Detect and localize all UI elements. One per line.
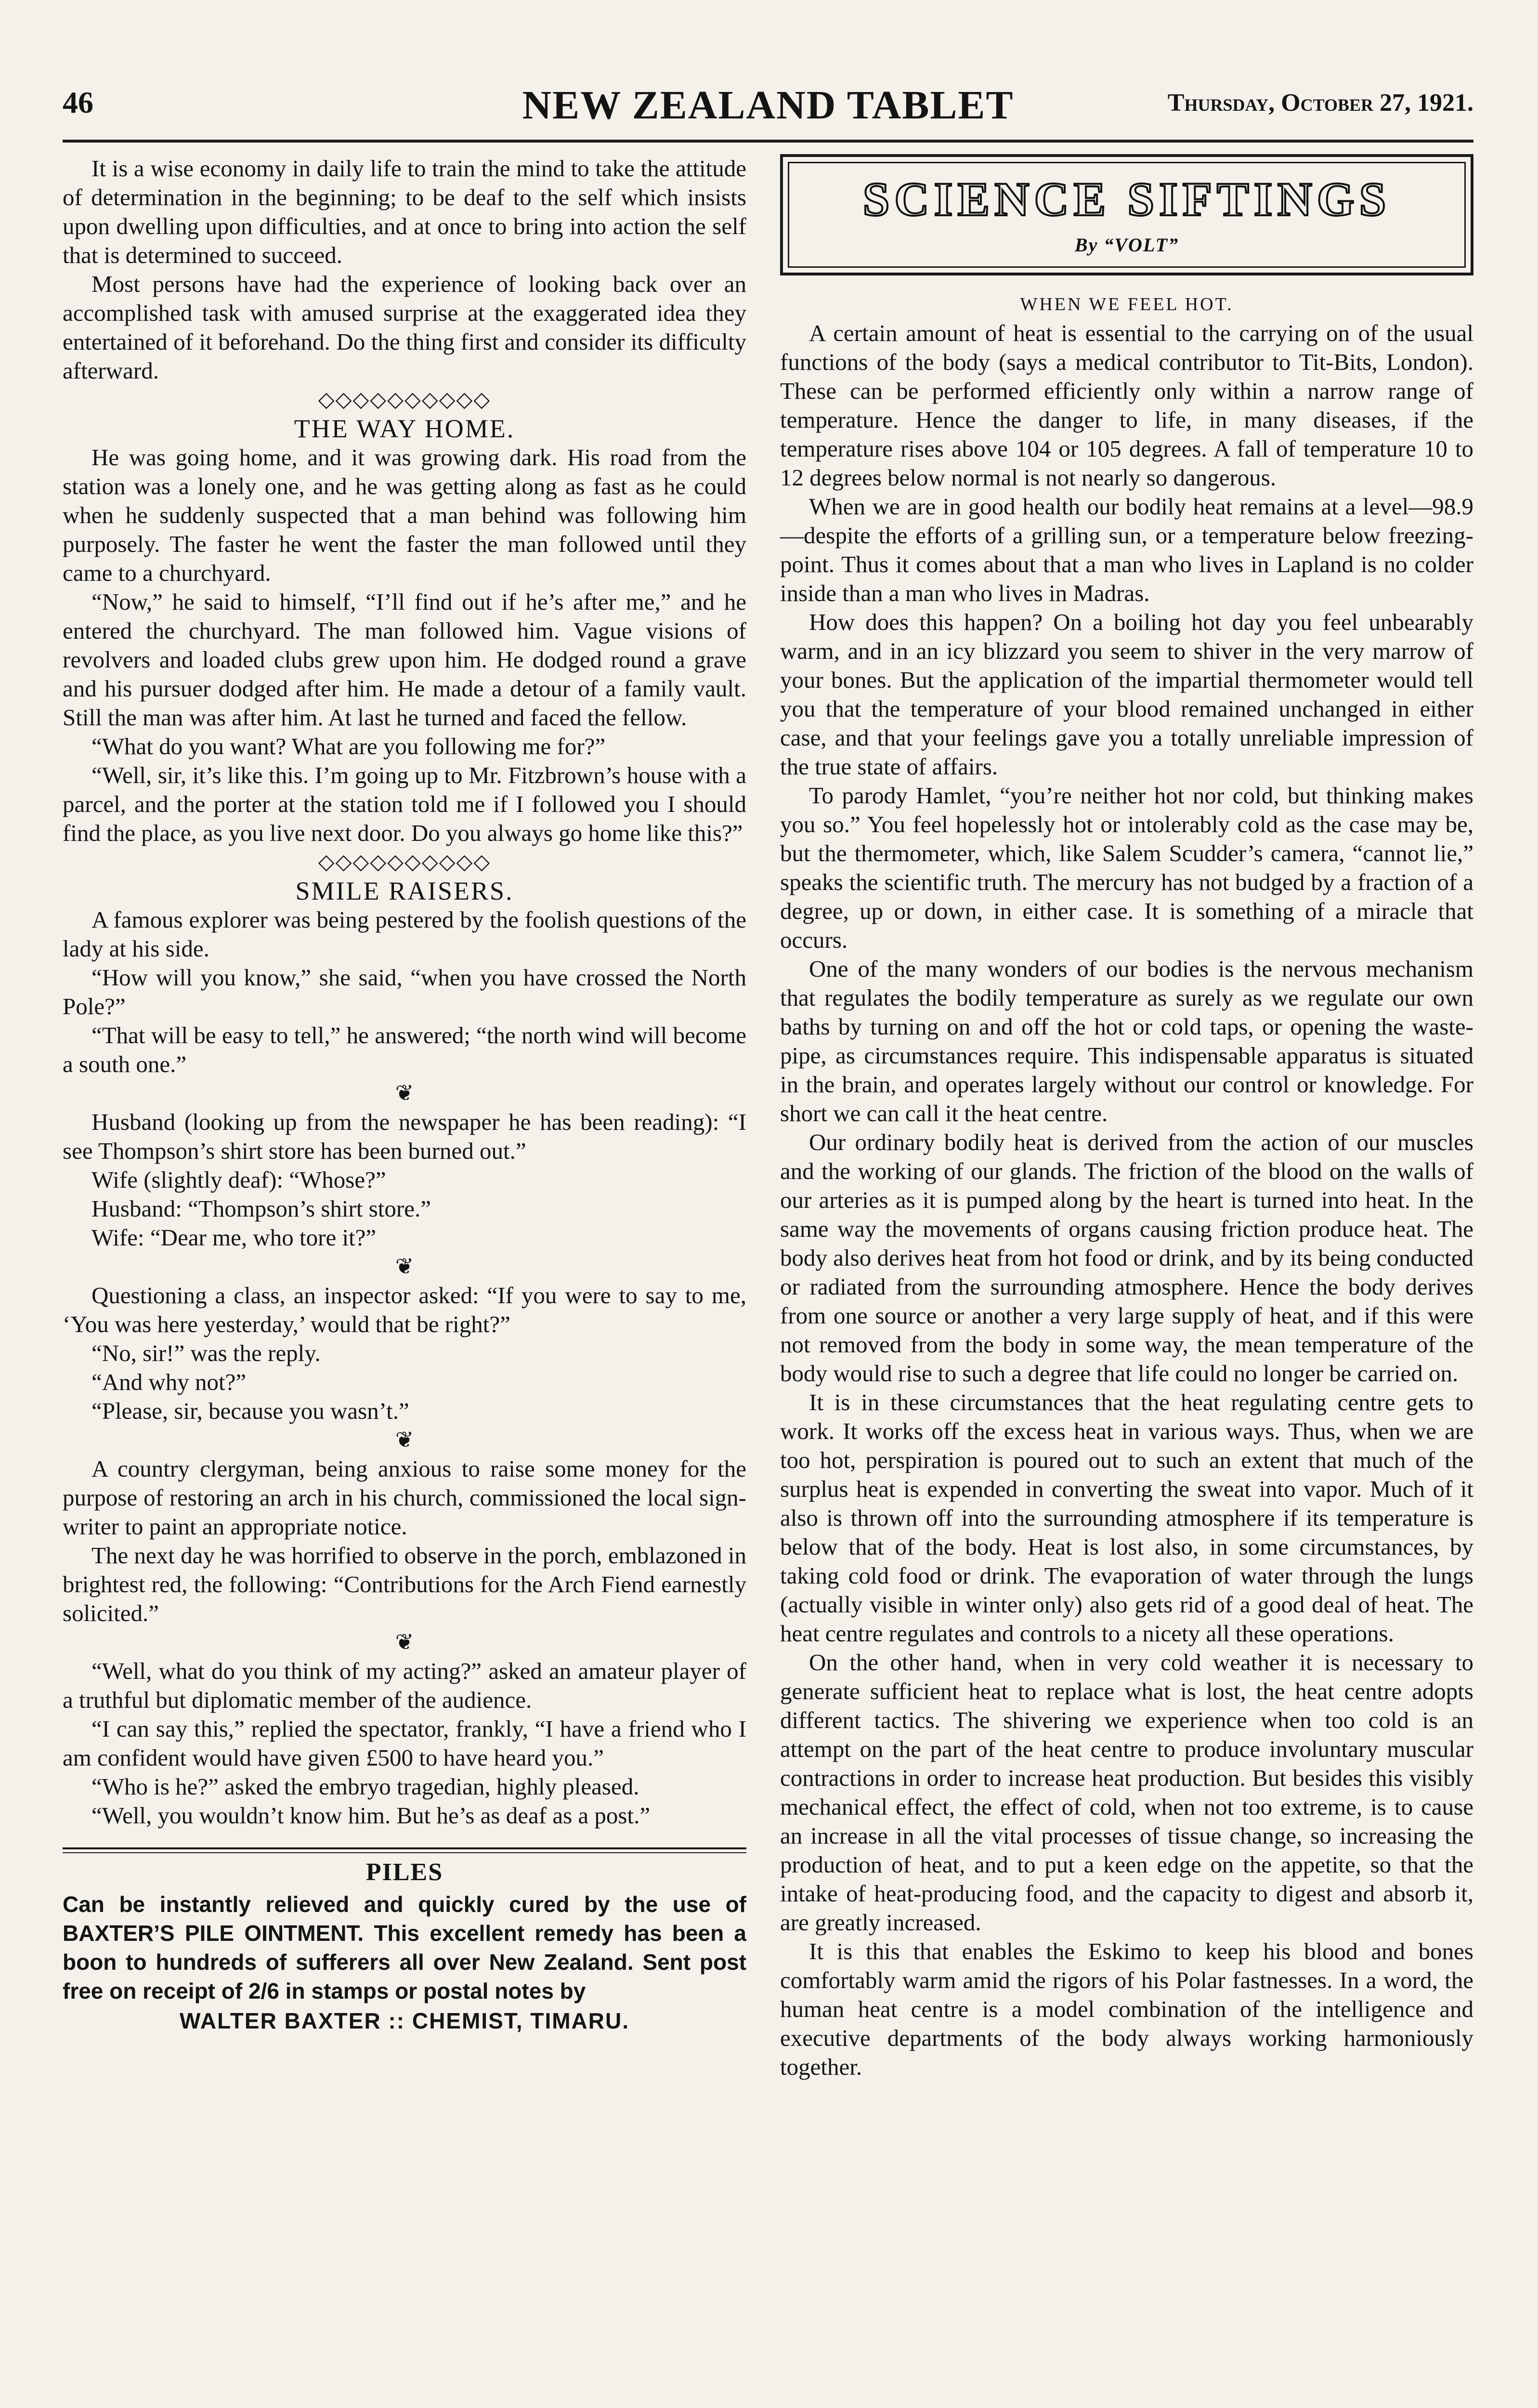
joke-line: “No, sir!” was the reply. — [91, 1340, 321, 1366]
masthead — [63, 82, 1473, 143]
joke-line: Wife (slightly deaf): “Whose?” — [91, 1166, 386, 1193]
joke-line: “Well, what do you think of my acting?” asked an amateur player of a truthful but diplomatic member of the audience. — [63, 1658, 746, 1713]
article-paragraph: It is in these circumstances that the heat regulating centre gets to work. It works off the excess heat in various ways. Thus, when we are too hot, perspiration is poured out to such an extent that much of the surplus heat is expended in converting the sweat into vapor. Much of it also is thrown off into the surrounding atmosphere if its temperature is below that of the body. Heat is lost also, in some circumstances, by taking cold food or drink. The evaporation of water through the lungs (actually visible in winter only) also gets rid of a good deal of heat. The heat centre regulates and controls to a nicety all these operations. — [780, 1389, 1473, 1647]
article-subheading: WHEN WE FEEL HOT. — [1020, 294, 1234, 314]
joke-line: “Who is he?” asked the embryo tragedian, highly pleased. — [91, 1773, 639, 1800]
left-column — [63, 154, 746, 2035]
story-paragraph: “What do you want? What are you following me for?” — [91, 733, 606, 759]
fleuron-icon: ❦ — [395, 1427, 414, 1452]
right-column — [780, 154, 1473, 2081]
joke-line: Wife: “Dear me, who tore it?” — [91, 1224, 377, 1251]
joke-line: “That will be easy to tell,” he answered; “the north wind will become a south one.” — [63, 1022, 746, 1077]
joke-line: “And why not?” — [91, 1369, 247, 1395]
joke-line: Husband (looking up from the newspaper he has been reading): “I see Thompson’s shirt store has been burned out.” — [63, 1109, 746, 1164]
piles-ad-title: PILES — [365, 1858, 443, 1886]
joke-line: A country clergyman, being anxious to raise some money for the purpose of restoring an arch in his church, commissioned the local sign-writer to paint an appropriate notice. — [63, 1455, 746, 1540]
fleuron-icon: ❦ — [395, 1081, 414, 1105]
smile-raisers-title: SMILE RAISERS. — [295, 877, 514, 905]
page-number: 46 — [63, 85, 93, 119]
byline: By “VOLT” — [1074, 234, 1179, 256]
intro-paragraph: Most persons have had the experience of looking back over an accomplished task with amused surprise at the exaggerated idea they entertained of it beforehand. Do the thing first and consider its difficulty afterward. — [63, 271, 746, 384]
banner-title: SCIENCE SIFTINGS — [862, 172, 1391, 226]
ornament-divider: ◇◇◇◇◇◇◇◇◇◇ — [318, 388, 491, 411]
joke-line: “I can say this,” replied the spectator, frankly, “I have a friend who I am confident would have given £500 to have heard you.” — [63, 1715, 746, 1771]
intro-paragraph: It is a wise economy in daily life to train the mind to take the attitude of determination in the beginning; to be deaf to the self which insists upon dwelling upon difficulties, and at once to bring into action the self that is determined to succeed. — [63, 155, 746, 268]
joke-line: A famous explorer was being pestered by the foolish questions of the lady at his side. — [63, 906, 746, 962]
science-siftings-banner — [780, 154, 1473, 275]
article-paragraph: To parody Hamlet, “you’re neither hot nor cold, but thinking makes you so.” You feel hopelessly hot or intolerably cold as the case may be, but the thermometer, which, like Salem Scudder’s camera, “cannot lie,” speaks the scientific truth. The mercury has not budged by a fraction of a degree, up or down, in either case. It is something of a miracle that occurs. — [780, 782, 1473, 953]
issue-date: Thursday, October 27, 1921. — [1167, 89, 1473, 117]
article-paragraph: When we are in good health our bodily heat remains at a level—98.9—despite the efforts of a grilling sun, or a temperature below freezing-point. Thus it comes about that a man who lives in Lapland is no colder inside than a man who lives in Madras. — [780, 493, 1473, 606]
article-paragraph: A certain amount of heat is essential to the carrying on of the usual functions of the body (says a medical contributor to Tit-Bits, London). These can be performed efficiently only within a narrow range of temperature. Hence the danger to life, in many diseases, if the temperature rises above 104 or 105 degrees. A fall of temperature 10 to 12 degrees below normal is not nearly so dangerous. — [780, 320, 1473, 491]
paper-title: NEW ZEALAND TABLET — [522, 83, 1014, 128]
story-paragraph: He was going home, and it was growing dark. His road from the station was a lonely one, and he was getting along as fast as he could when he suddenly suspected that a man behind was following him purposely. The faster he went the faster the man followed until they came to a churchyard. — [63, 444, 746, 586]
joke-line: “Please, sir, because you wasn’t.” — [91, 1398, 409, 1424]
article-paragraph: One of the many wonders of our bodies is the nervous mechanism that regulates the bodily temperature as surely as we regulate our own baths by turning on and off the hot or cold taps, or opening the waste-pipe, as circumstances require. This indispensable apparatus is situated in the brain, and operates largely without our control or knowledge. For short we can call it the heat centre. — [780, 955, 1473, 1126]
joke-line: Husband: “Thompson’s shirt store.” — [91, 1195, 431, 1222]
joke-line: “How will you know,” she said, “when you have crossed the North Pole?” — [63, 964, 746, 1020]
ad-divider — [63, 1847, 746, 1853]
story-paragraph: “Well, sir, it’s like this. I’m going up to Mr. Fitzbrown’s house with a parcel, and the porter at the station told me if I followed you I should find the place, as you live next door. Do you always go home like this?” — [63, 762, 746, 846]
ornament-divider: ◇◇◇◇◇◇◇◇◇◇ — [318, 850, 491, 874]
fleuron-icon: ❦ — [395, 1630, 414, 1654]
way-home-title: THE WAY HOME. — [294, 414, 515, 443]
article-paragraph: Our ordinary bodily heat is derived from the action of our muscles and the working of our glands. The friction of the blood on the walls of our arteries as it is pumped along by the heart is turned into heat. In the same way the movements of organs causing friction produce heat. The body also derives heat from hot food or drink, and by its being conducted or radiated from the surrounding atmosphere. Hence the body derives from one source or another a very large supply of heat, and if this were not removed from the body in some way, the mean temperature of the body would rise to such a degree that life could no longer be carried on. — [780, 1129, 1473, 1387]
story-paragraph: “Now,” he said to himself, “I’ll find out if he’s after me,” and he entered the churchyard. The man followed him. Vague visions of revolvers and loaded clubs grew upon him. He dodged round a grave and his pursuer dodged after him. He made a detour of a family vault. Still the man was after him. At last he turned and faced the fellow. — [63, 589, 746, 731]
piles-ad-signature: WALTER BAXTER :: CHEMIST, TIMARU. — [180, 2008, 629, 2033]
article-paragraph: It is this that enables the Eskimo to keep his blood and bones comfortably warm amid the rigors of his Polar fastnesses. In a word, the human heat centre is a model combination of the intelligence and executive departments of the body always working harmoniously together. — [780, 1938, 1473, 2080]
article-paragraph: How does this happen? On a boiling hot day you feel unbearably warm, and in an icy blizzard you seem to shiver in the very marrow of your bones. But the application of the impartial thermometer would tell you that the temperature of your blood remained unchanged in either case, and that your feelings gave you a totally unreliable impression of the true state of affairs. — [780, 609, 1473, 780]
piles-ad-body: Can be instantly relieved and quickly cured by the use of BAXTER’S PILE OINTMENT. This excellent remedy has been a boon to hundreds of sufferers all over New Zealand. Sent post free on receipt of 2/6 in stamps or postal notes by — [63, 1892, 746, 2003]
joke-line: Questioning a class, an inspector asked: “If you were to say to me, ‘You was here yesterday,’ would that be right?” — [63, 1282, 746, 1337]
joke-line: The next day he was horrified to observe in the porch, emblazoned in brightest red, the following: “Contributions for the Arch Fiend earnestly solicited.” — [63, 1542, 746, 1626]
banner-inner — [788, 162, 1466, 268]
article-paragraph: On the other hand, when in very cold weather it is necessary to generate sufficient heat to replace what is lost, the heat centre adopts different tactics. The shivering we experience when too cold is an attempt on the part of the heat centre to produce involuntary muscular contractions in order to increase heat production. But besides this visibly mechanical effect, the effect of cold, when not too extreme, is to cause an increase in all the vital processes of tissue change, so increasing the production of heat, and to put a keen edge on the appetite, so that the intake of heat-producing food, and the capacity to digest and absorb it, are greatly increased. — [780, 1649, 1473, 1936]
fleuron-icon: ❦ — [395, 1254, 414, 1279]
joke-line: “Well, you wouldn’t know him. But he’s as deaf as a post.” — [91, 1802, 651, 1829]
